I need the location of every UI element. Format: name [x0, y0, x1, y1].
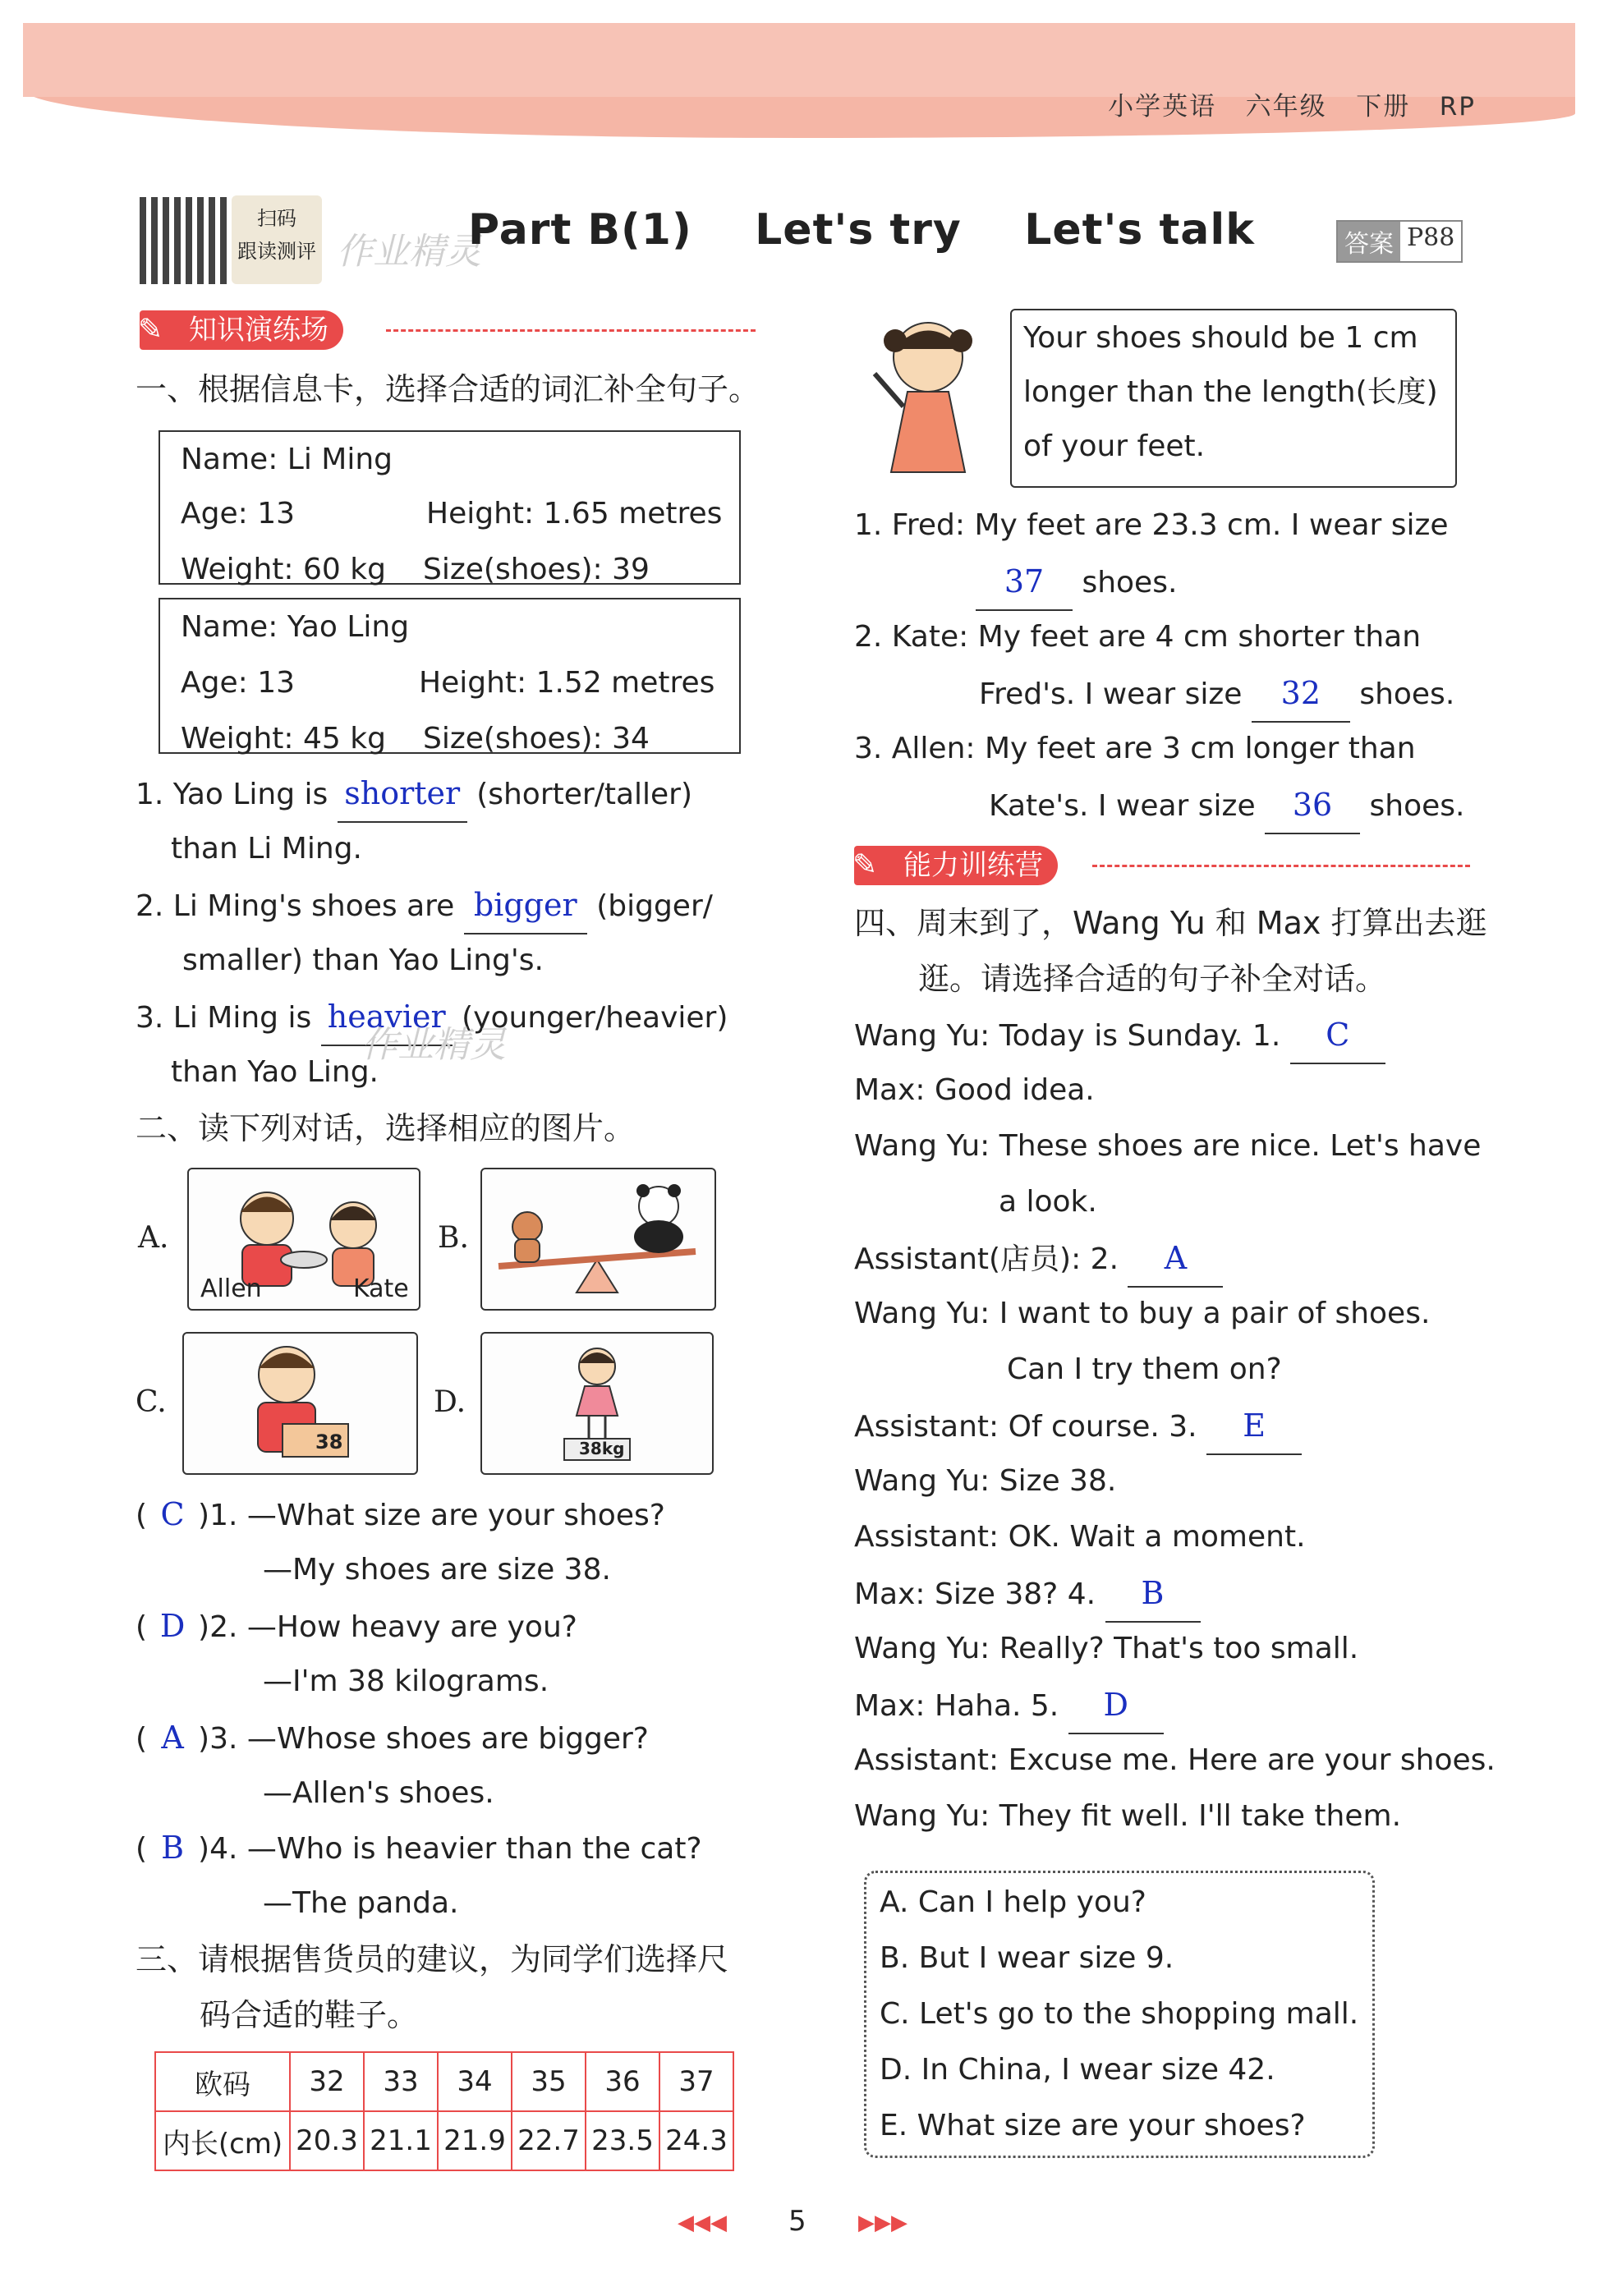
qr-code-icon[interactable] [140, 197, 227, 284]
q4-instruction-cont: 逛。请选择合适的句子补全对话。 [918, 961, 1387, 997]
dialogue-line-11: Max: Haha. 5. D [854, 1677, 1164, 1734]
answer-blank[interactable]: A [1128, 1230, 1223, 1288]
dialogue-line-5-cont: Can I try them on? [1007, 1352, 1282, 1386]
dialogue-line-3: Wang Yu: These shoes are nice. Let's have [854, 1129, 1482, 1163]
rq-item-1: 1. Fred: My feet are 23.3 cm. I wear size [854, 508, 1449, 542]
q2-instruction: 二、读下列对话，选择相应的图片。 [136, 1110, 636, 1146]
dialogue-line-3-cont: a look. [999, 1185, 1097, 1219]
boy-with-shoebox-icon [184, 1334, 416, 1473]
option-c: C. Let's go to the shopping mall. [880, 1997, 1359, 2031]
answer-blank[interactable]: D [1068, 1677, 1164, 1734]
section-divider [386, 329, 756, 332]
pic-label-b: B. [438, 1221, 469, 1255]
pic-label-c: C. [136, 1385, 167, 1419]
pencil-icon: ✎ [138, 313, 163, 347]
dialogue-line-2: Max: Good idea. [854, 1073, 1095, 1107]
answer-paren[interactable]: B [161, 1830, 185, 1866]
picture-b-cat-panda-scale[interactable] [480, 1168, 716, 1311]
q2-item-2-reply: —I'm 38 kilograms. [263, 1665, 549, 1698]
picture-a-allen-kate[interactable]: Allen Kate [187, 1168, 420, 1311]
rq-item-2: 2. Kate: My feet are 4 cm shorter than [854, 620, 1422, 654]
scan-label[interactable]: 扫码 跟读测评 [232, 195, 322, 284]
speech-bubble: Your shoes should be 1 cm longer than the length(长度) of your feet. [1010, 309, 1457, 488]
section-title-ability: 能力训练营 [854, 846, 1058, 885]
shoe-size-table [154, 2051, 734, 2171]
answer-blank[interactable]: C [1290, 1007, 1385, 1064]
q3-instruction-cont: 码合适的鞋子。 [200, 1997, 419, 2033]
q1-item-1: 1. Yao Ling is shorter (shorter/taller) [136, 765, 692, 823]
dialogue-line-5: Wang Yu: I want to buy a pair of shoes. [854, 1297, 1431, 1330]
girl-pointing-icon [862, 308, 986, 489]
dialogue-line-7: Wang Yu: Size 38. [854, 1464, 1117, 1498]
answer-paren[interactable]: D [159, 1608, 186, 1644]
header-book-info: 小学英语 六年级 下册 RP [1108, 92, 1476, 122]
seesaw-cat-panda-icon [482, 1169, 714, 1309]
table-row: 内长(cm) 20.3 21.1 21.9 22.7 23.5 24.3 [155, 2111, 733, 2170]
info-card-yao-ling: Name: Yao Ling Age: 13 Height: 1.52 metres Weight: 45 kg Size(shoes): 34 [159, 598, 741, 754]
q4-instruction: 四、周末到了，Wang Yu 和 Max 打算出去逛 [854, 905, 1487, 941]
q1-item-1-cont: than Li Ming. [171, 832, 362, 866]
prev-arrows-icon: ◀◀◀ [678, 2211, 727, 2235]
rq-item-3-cont: Kate's. I wear size 36 shoes. [989, 777, 1464, 834]
page-title: Part B(1) Let's try Let's talk [468, 205, 1255, 255]
watermark: 作业精灵 [337, 231, 481, 273]
q1-instruction: 一、根据信息卡，选择合适的词汇补全句子。 [136, 371, 760, 407]
q2-item-3-reply: —Allen's shoes. [263, 1776, 494, 1810]
options-box [864, 1871, 1375, 2158]
pencil-icon: ✎ [852, 848, 878, 882]
q1-item-2-cont: smaller) than Yao Ling's. [182, 944, 544, 977]
q2-item-1-reply: —My shoes are size 38. [263, 1553, 611, 1587]
q3-instruction: 三、请根据售货员的建议，为同学们选择尺 [136, 1941, 729, 1977]
dialogue-line-13: Wang Yu: They fit well. I'll take them. [854, 1799, 1402, 1833]
pic-label-d: D. [434, 1385, 466, 1419]
dialogue-line-4: Assistant(店员): 2. A [854, 1230, 1223, 1288]
rq-item-1-cont: 37 shoes. [976, 553, 1177, 611]
picture-c-boy-shoebox[interactable]: 38 [182, 1332, 418, 1475]
q2-item-3: ( A )3. —Whose shoes are bigger? [136, 1710, 649, 1767]
answer-blank[interactable]: 37 [976, 553, 1073, 611]
dialogue-line-1: Wang Yu: Today is Sunday. 1. C [854, 1007, 1385, 1064]
section-title-knowledge: 知识演练场 [140, 310, 343, 350]
page-number: 5 [788, 2205, 806, 2238]
answer-blank[interactable]: heavier [321, 989, 453, 1046]
answer-paren[interactable]: C [160, 1496, 185, 1532]
answer-blank[interactable]: shorter [338, 765, 467, 823]
option-a: A. Can I help you? [880, 1885, 1146, 1919]
q2-item-4: ( B )4. —Who is heavier than the cat? [136, 1820, 702, 1877]
q2-item-2: ( D )2. —How heavy are you? [136, 1598, 577, 1655]
answer-reference: 答案 P88 [1336, 220, 1463, 263]
dialogue-line-10: Wang Yu: Really? That's too small. [854, 1632, 1359, 1665]
q1-item-3: 3. Li Ming is heavier (younger/heavier) [136, 989, 728, 1046]
pic-label-a: A. [138, 1221, 169, 1255]
picture-d-girl-scale[interactable]: 38kg [480, 1332, 714, 1475]
table-row: 欧码 32 33 34 35 36 37 [155, 2052, 733, 2111]
dialogue-line-12: Assistant: Excuse me. Here are your shoes. [854, 1743, 1496, 1777]
answer-paren[interactable]: A [161, 1720, 184, 1756]
rq-item-3: 3. Allen: My feet are 3 cm longer than [854, 732, 1416, 765]
option-b: B. But I wear size 9. [880, 1941, 1174, 1975]
watermark: 作业精灵 [361, 1024, 506, 1066]
q2-item-4-reply: —The panda. [263, 1886, 459, 1920]
section-divider [1092, 865, 1470, 867]
next-arrows-icon: ▶▶▶ [858, 2211, 907, 2235]
answer-blank[interactable]: 36 [1265, 777, 1360, 834]
rq-item-2-cont: Fred's. I wear size 32 shoes. [979, 665, 1454, 723]
option-e: E. What size are your shoes? [880, 2109, 1306, 2142]
answer-blank[interactable]: bigger [464, 877, 587, 934]
info-card-li-ming: Name: Li Ming Age: 13 Height: 1.65 metres Weight: 60 kg Size(shoes): 39 [159, 430, 741, 585]
dialogue-line-8: Assistant: OK. Wait a moment. [854, 1520, 1306, 1554]
q2-item-1: ( C )1. —What size are your shoes? [136, 1486, 665, 1544]
option-d: D. In China, I wear size 42. [880, 2053, 1275, 2087]
dialogue-line-6: Assistant: Of course. 3. E [854, 1398, 1302, 1455]
answer-blank[interactable]: 32 [1252, 665, 1350, 723]
q1-item-2: 2. Li Ming's shoes are bigger (bigger/ [136, 877, 713, 934]
dialogue-line-9: Max: Size 38? 4. B [854, 1565, 1201, 1623]
answer-blank[interactable]: B [1105, 1565, 1201, 1623]
answer-blank[interactable]: E [1206, 1398, 1302, 1455]
q1-item-3-cont: than Yao Ling. [171, 1055, 379, 1089]
